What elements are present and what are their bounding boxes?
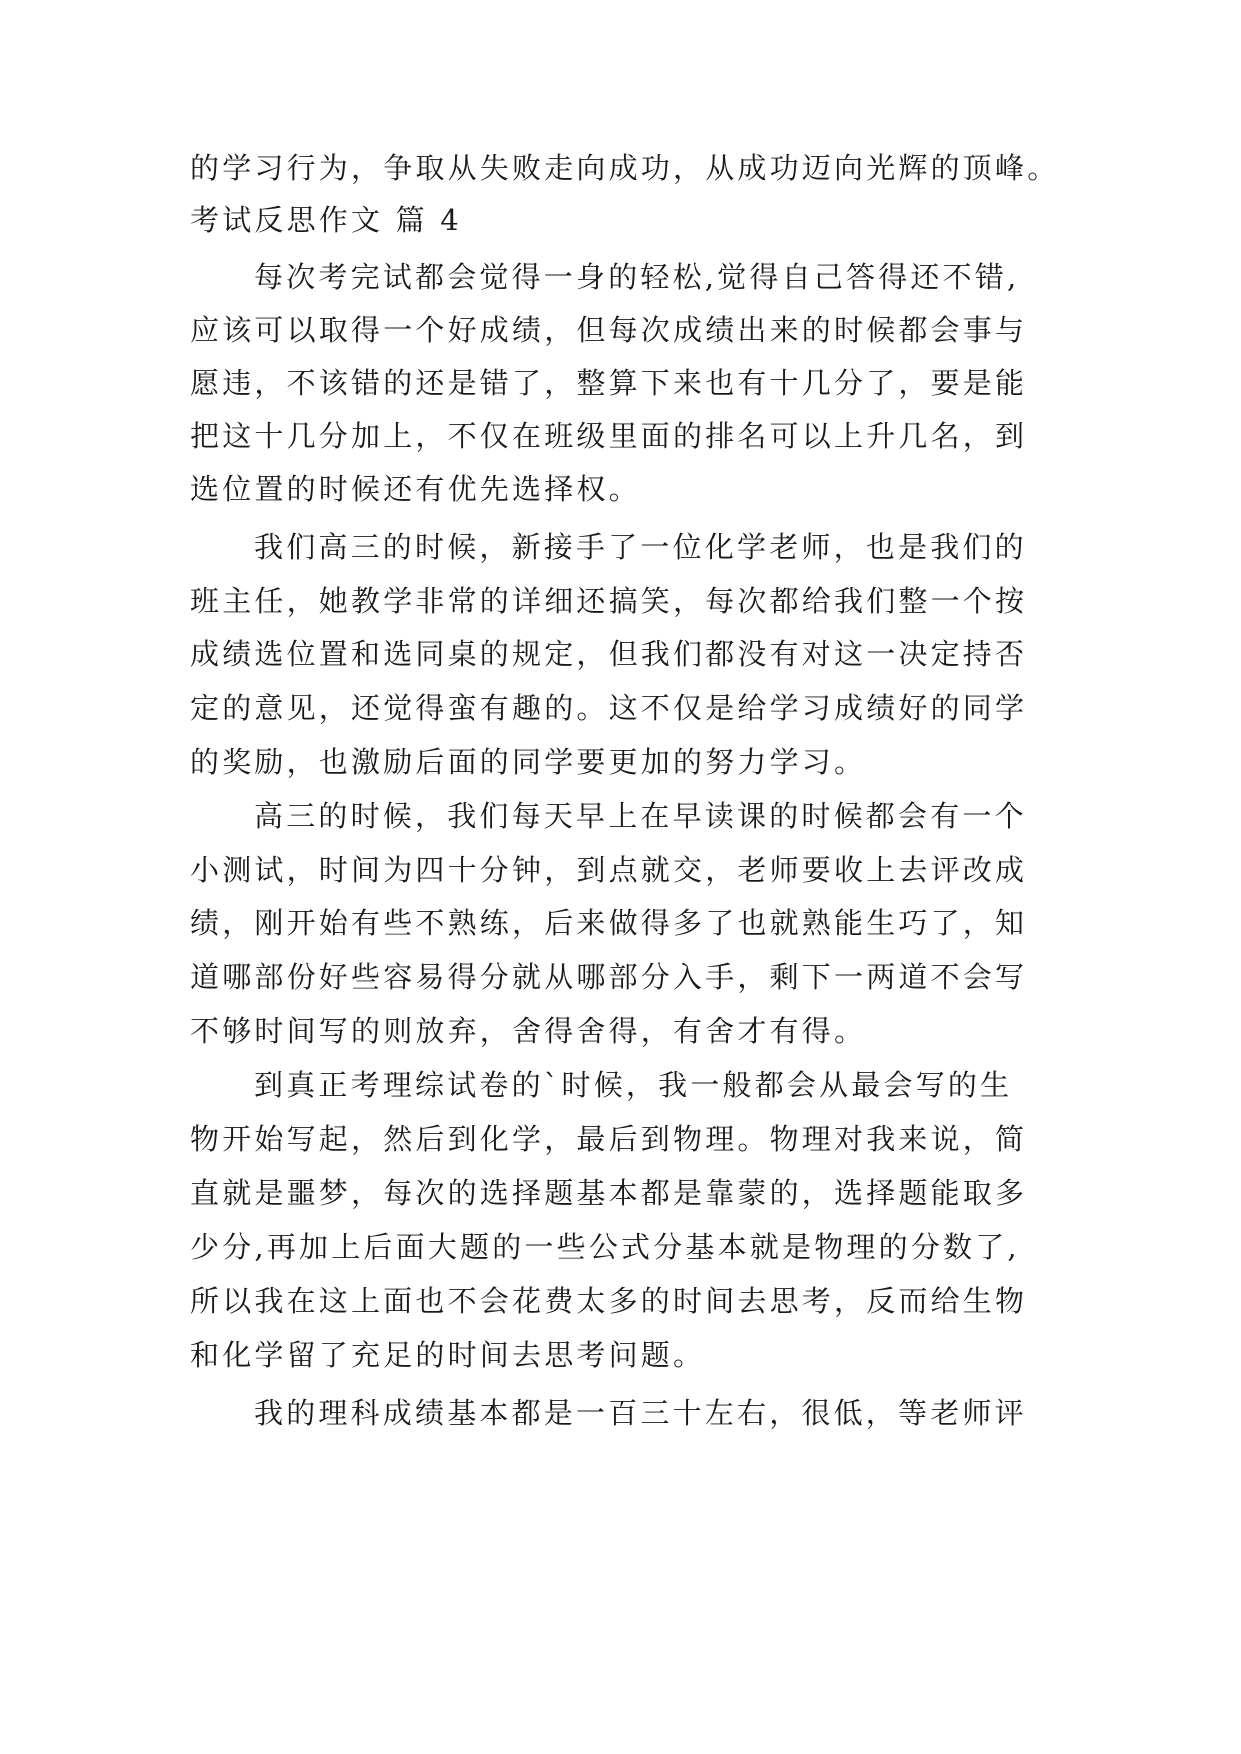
text-line-13: 高三的时候，我们每天早上在早读课的时候都会有一个: [254, 799, 1027, 833]
text-line-20: 直就是噩梦，每次的选择题基本都是靠蒙的，选择题能取多: [190, 1176, 1028, 1210]
text-line-1: 的学习行为，争取从失败走向成功，从成功迈向光辉的顶峰。: [190, 151, 1060, 185]
text-line-6: 把这十几分加上，不仅在班级里面的排名可以上升几名，到: [190, 419, 1028, 453]
text-line-12: 的奖励，也激励后面的同学要更加的努力学习。: [190, 745, 867, 779]
text-line-3: 每次考完试都会觉得一身的轻松,觉得自己答得还不错,: [254, 260, 1020, 294]
text-line-5: 愿违，不该错的还是错了，整算下来也有十几分了，要是能: [190, 366, 1028, 400]
text-line-22: 所以我在这上面也不会花费太多的时间去思考，反而给生物: [190, 1284, 1028, 1318]
text-line-19: 物开始写起，然后到化学，最后到物理。物理对我来说，简: [190, 1122, 1028, 1156]
text-line-9: 班主任，她教学非常的详细还搞笑，每次都给我们整一个按: [190, 584, 1028, 618]
text-line-15: 绩，刚开始有些不熟练，后来做得多了也就熟能生巧了，知: [190, 906, 1028, 940]
text-line-10: 成绩选位置和选同桌的规定，但我们都没有对这一决定持否: [190, 637, 1028, 671]
text-line-24: 我的理科成绩基本都是一百三十左右，很低，等老师评: [254, 1396, 1027, 1430]
text-line-17: 不够时间写的则放弃，舍得舍得，有舍才有得。: [190, 1014, 867, 1048]
section-heading: 考试反思作文 篇 4: [190, 203, 462, 237]
text-line-11: 定的意见，还觉得蛮有趣的。这不仅是给学习成绩好的同学: [190, 691, 1028, 725]
text-line-16: 道哪部份好些容易得分就从哪部分入手，剩下一两道不会写: [190, 960, 1028, 994]
text-line-21: 少分,再加上后面大题的一些公式分基本就是物理的分数了,: [190, 1230, 1020, 1264]
text-line-8: 我们高三的时候，新接手了一位化学老师，也是我们的: [254, 530, 1027, 564]
text-line-14: 小测试，时间为四十分钟，到点就交，老师要收上去评改成: [190, 853, 1028, 887]
text-line-4: 应该可以取得一个好成绩，但每次成绩出来的时候都会事与: [190, 313, 1028, 347]
text-line-23: 和化学留了充足的时间去思考问题。: [190, 1338, 706, 1372]
text-line-18: 到真正考理综试卷的`时候，我一般都会从最会写的生: [254, 1068, 1013, 1102]
text-line-7: 选位置的时候还有优先选择权。: [190, 472, 641, 506]
